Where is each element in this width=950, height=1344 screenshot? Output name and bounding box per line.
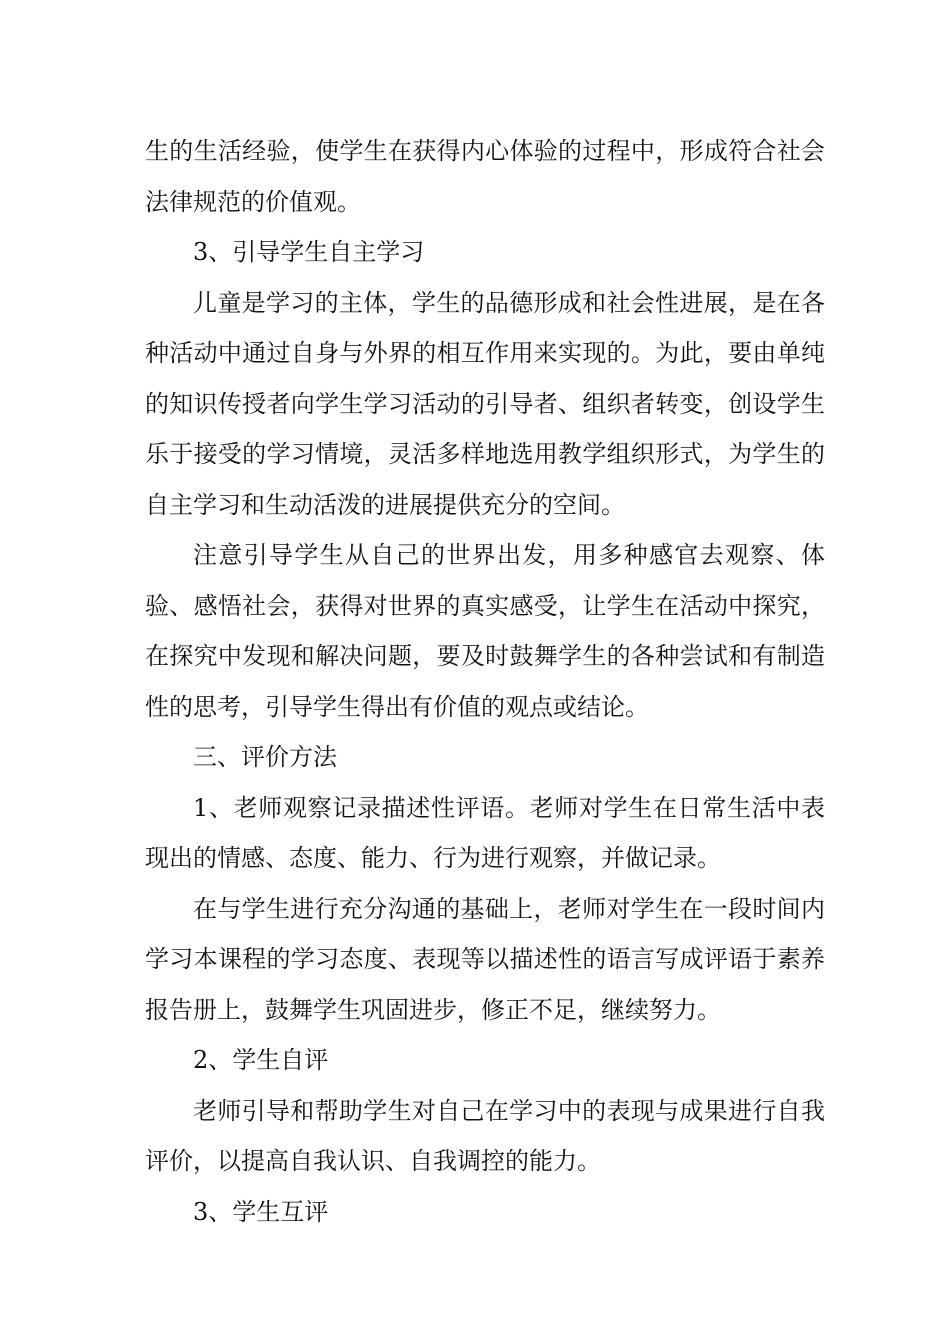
paragraph-children-learning-subject: 儿童是学习的主体，学生的品德形成和社会性进展，是在各种活动中通过自身与外界的相互作用来实现的。为此，要由单纯的知识传授者向学生学习活动的引导者、组织者转变，创设学生乐于接受的学习情境，灵活多样地选用教学组织形式，为学生的自主学习和生动活泼的进展提供充分的空间。 [145,288,825,519]
paragraph-continuation: 生的生活经验，使学生在获得内心体验的过程中，形成符合社会法律规范的价值观。 [145,137,825,216]
paragraph-self-evaluation: 老师引导和帮助学生对自己在学习中的表现与成果进行自我评价，以提高自我认识、自我调控的能力。 [145,1096,825,1175]
paragraph-teacher-comments: 在与学生进行充分沟通的基础上，老师对学生在一段时间内学习本课程的学习态度、表现等以描述性的语言写成评语于素养报告册上，鼓舞学生巩固进步，修正不足，继续努力。 [145,894,825,1024]
paragraph-guide-students-world: 注意引导学生从自己的世界出发，用多种感官去观察、体验、感悟社会，获得对世界的真实感受，让学生在活动中探究，在探究中发现和解决问题，要及时鼓舞学生的各种尝试和有制造性的思考，引导学生得出有价值的观点或结论。 [145,541,825,721]
section-heading-peer-evaluation: 3、学生互评 [193,1197,329,1226]
paragraph-teacher-observation: 1、老师观察记录描述性评语。老师对学生在日常生活中表现出的情感、态度、能力、行为进行观察，并做记录。 [145,793,825,872]
section-heading-guide-self-learning: 3、引导学生自主学习 [193,238,425,266]
document-body [145,126,825,1237]
section-heading-self-evaluation: 2、学生自评 [193,1046,329,1074]
section-heading-evaluation-methods: 三、评价方法 [193,743,337,771]
